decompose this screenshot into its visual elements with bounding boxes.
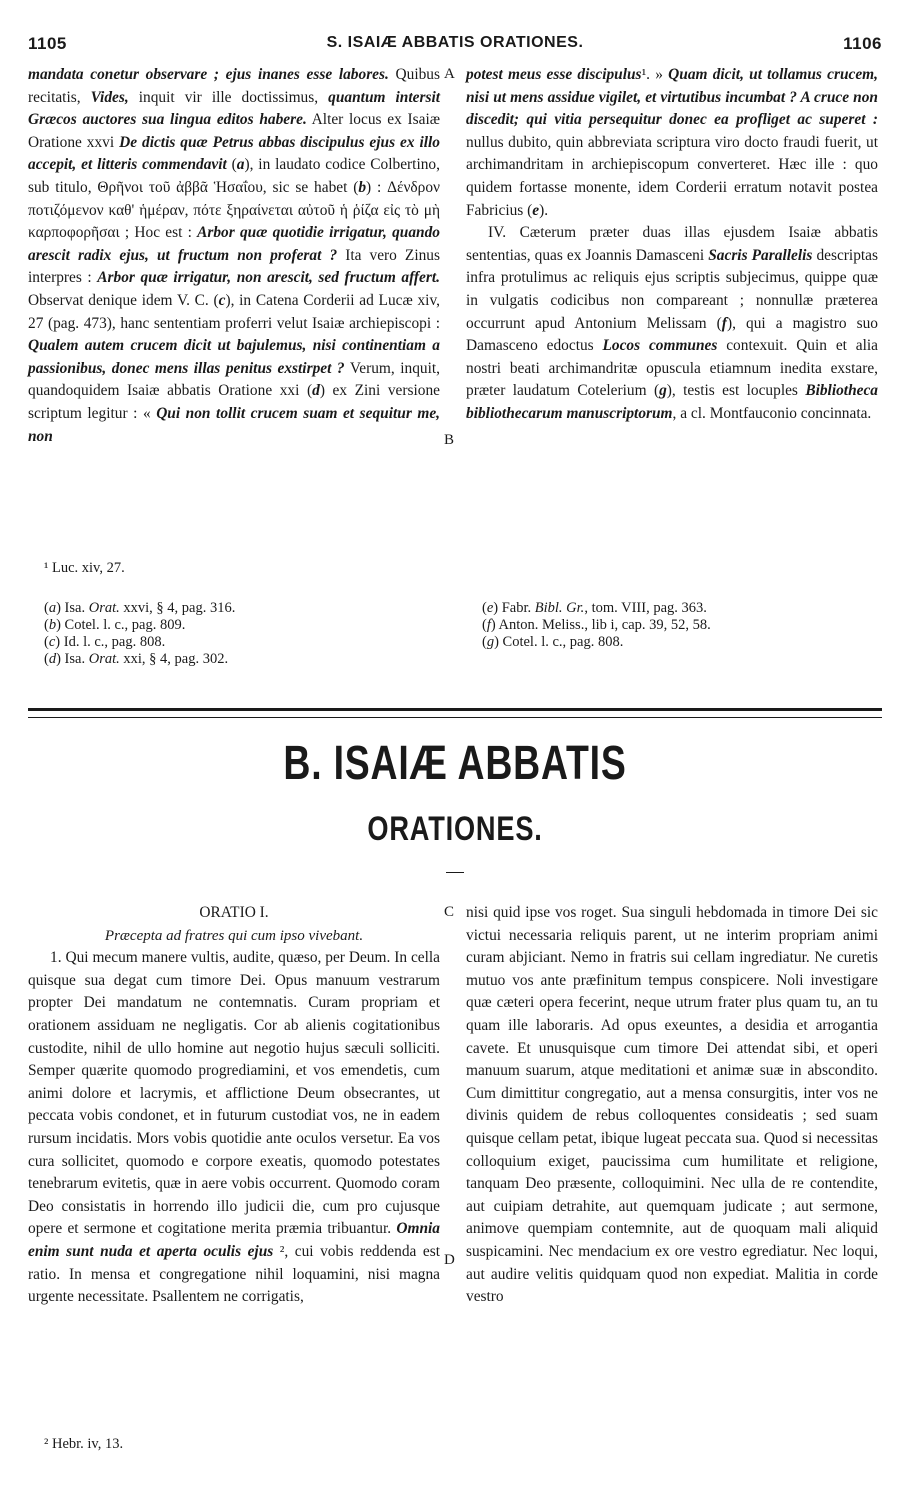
top-column-left [28,64,440,448]
paragraph: IV. Cæterum præter duas illas ejusdem Isaiæ abbatis sententias, quas ex Joannis Damasceni Sacris Parallelis descriptas infra protulimus ac reliquis ejus scriptis subjecimus, quippe quæ in vulgatis codicibus non compareant ; nonnullæ præterea occurrunt apud Antonium Melissam (f), qui a magistro suo Damasceno edoctus Locos communes contexuit. Quin et alia nostri beati archimandritæ opuscula etiamnum inedita exstare, præter laudatum Cotelerium (g), testis est locuples Bibliotheca bibliothecarum manuscriptorum, a cl. Montfauconio concinnata. [466,224,878,422]
paragraph: 1. Qui mecum manere vultis, audite, quæso, per Deum. In cella quisque sua degat cum timore Dei. Opus manuum vestrarum propter Dei mandatum ne contemnatis. Curam propriam et orationem assiduam ne negligatis. Cor ab alienis cogitationibus custodite, nihil de ullo homine aut negotio hujus sæculi solliciti. Semper quærite quomodo progrediamini, et vos emendetis, cum animi dolore et lacrymis, et afflictione Deum obsecrantes, ut peccata vobis condonet, et in futurum custodiat vos, ne in eadem rursum incidatis. Mors vobis quotidie ante oculos versetur. Ea vos cura sollicitet, quomodo e corpore exeatis, quomodo potestates tenebrarum evitetis, quæ in aere vobis occurrent. Quomodo coram Deo consistatis in horrendo illo judicii die, cum pro cujusque opere et sermone et cogitatione merita præmia tribuantur. Omnia enim sunt nuda et aperta oculis ejus ², cui vobis reddenda est ratio. In mensa et congregatione nihil loquamini, nisi magna urgente necessitate. Psallentem ne corrigatis, [28,949,440,1306]
note-d: (d) Isa. Orat. xxi, § 4, pag. 302. [44,651,229,667]
paragraph: mandata conetur observare ; ejus inanes esse labores. Quibus recitatis, Vides, inquit vir ille doctissimus, quantum intersit Græcos auctores sua lingua editos habere. Alter locus ex Isaiæ Oratione xxvi De dictis quæ Petrus abbas discipulus ejus ex illo accepit, et litteris commendavit (a), in laudato codice Colbertino, sub titulo, Θρῆνοι τοῦ ἀββᾶ Ἡσαΐου, sic se habet (b) : Δένδρον ποτιζόμενον καθ' ἡμέραν, πότε ξηραίνεται αὐτοῦ ἡ ῥίζα εἰς τὸ μὴ καρποφορῆσαι ; Hoc est : Arbor quæ quotidie irrigatur, quando arescit radix ejus, ut fructum non proferat ? Ita vero Zinus interpres : Arbor quæ irrigatur, non arescit, sed fructum affert. Observat denique idem V. C. (c), in Catena Corderii ad Lucæ xiv, 27 (pag. 473), hanc sententiam proferri velut Isaiæ archiepiscopi : Qualem autem crucem dicit ut bajulemus, nisi continentiam a passionibus, donec mens illas penitus exstirpet ? Verum, inquit, quandoquidem Isaiæ abbatis Oratione xxi (d) ex Zini versione scriptum legitur : « Qui non tollit crucem suam et sequitur me, non [28,66,441,445]
oratio-column-left [28,902,440,1309]
note-f: (f) Anton. Meliss., lib i, cap. 39, 52, 58. [482,617,711,633]
oratio-footnote [44,1436,123,1453]
paragraph: nisi quid ipse vos roget. Sua singuli hebdomada in timore Dei sic victui necessaria reliquis parent, ut ne interim propriam animi curam abjiciant. Nemo in fratris sui cellam ingrediatur. Ne curetis mutuo vos ante præfinitum tempus conspicere. Noli investigare quæ cæteri opera fecerint, neque utrum frater plus quam tu, an tu quam ille laboraris. Ad opus exeuntes, a desidia et arrogantia cavete. Et unusquisque cum timore Dei attendat sibi, et operi manuum suarum, atque meditationi et animæ suæ in abscondito. Cum dimittitur congregatio, aut a mensa consurgitis, inter vos ne divinis quidem de rebus colloquentes consideatis ; sed suam quisque cellam petat, ibique lugeat peccata sua. Quod si necessitas colloquium exiget, paucissima cum humilitate et religione, tanquam Deo præsente, colloquimini. Nec ulla de re contendite, aut cuipiam detrahite, aut quemquam judicate ; aut sermone, animove quempiam contemnite, aut de quoquam mali aliquid suspicamini. Nec mendacium ex ore vestro egrediatur. Nec loqui, aut audire velitis quidquam quod non expediat. Malitia in corde vestro [466,904,878,1306]
note-c: (c) Id. l. c., pag. 808. [44,634,166,650]
margin-letter-d: D [444,1252,455,1268]
margin-letter-a: A [444,66,455,82]
oratio-subheading: Præcepta ad fratres qui cum ipso vivebant. [104,927,364,944]
footnote-text: ² Hebr. iv, 13. [44,1436,124,1452]
oratio-column-right [466,902,878,1309]
section-title: B. ISAIÆ ABBATIS [283,737,627,790]
running-title: S. ISAIÆ ABBATIS ORATIONES. [326,34,584,51]
notes-left [44,600,235,668]
top-column-right [466,64,878,426]
page-number-right: 1106 [843,34,882,53]
note-e: (e) Fabr. Bibl. Gr., tom. VIII, pag. 363. [482,600,707,616]
note-b: (b) Cotel. l. c., pag. 809. [44,617,186,633]
margin-letter-b: B [444,432,455,448]
oratio-heading: ORATIO I. [199,904,269,921]
running-head [28,34,882,58]
footnote-text: ¹ Luc. xiv, 27. [44,560,125,576]
footnote-main [44,560,125,577]
title-dash [446,872,464,873]
note-a: (a) Isa. Orat. xxvi, § 4, pag. 316. [44,600,236,616]
page-number-left: 1105 [28,34,67,53]
paragraph: potest meus esse discipulus¹. » Quam dicit, ut tollamus crucem, nisi ut mens assidue vigilet, et virtutibus incumbat ? A cruce non discedit; qui vitia persequitur donec ea profliget ac superet : nullus dubito, quin abbreviata scriptura viro docto fraudi fuerit, ut archimandritam in archiepiscopum converteret. Hæc ille : quo quidem fortasse monente, idem Corderii erratum notavit postea Fabricius (e). [466,66,878,219]
margin-letter-c: C [444,904,455,920]
notes-right [482,600,711,651]
note-g: (g) Cotel. l. c., pag. 808. [482,634,624,650]
section-divider [28,708,882,718]
section-subtitle: ORATIONES. [367,810,543,848]
